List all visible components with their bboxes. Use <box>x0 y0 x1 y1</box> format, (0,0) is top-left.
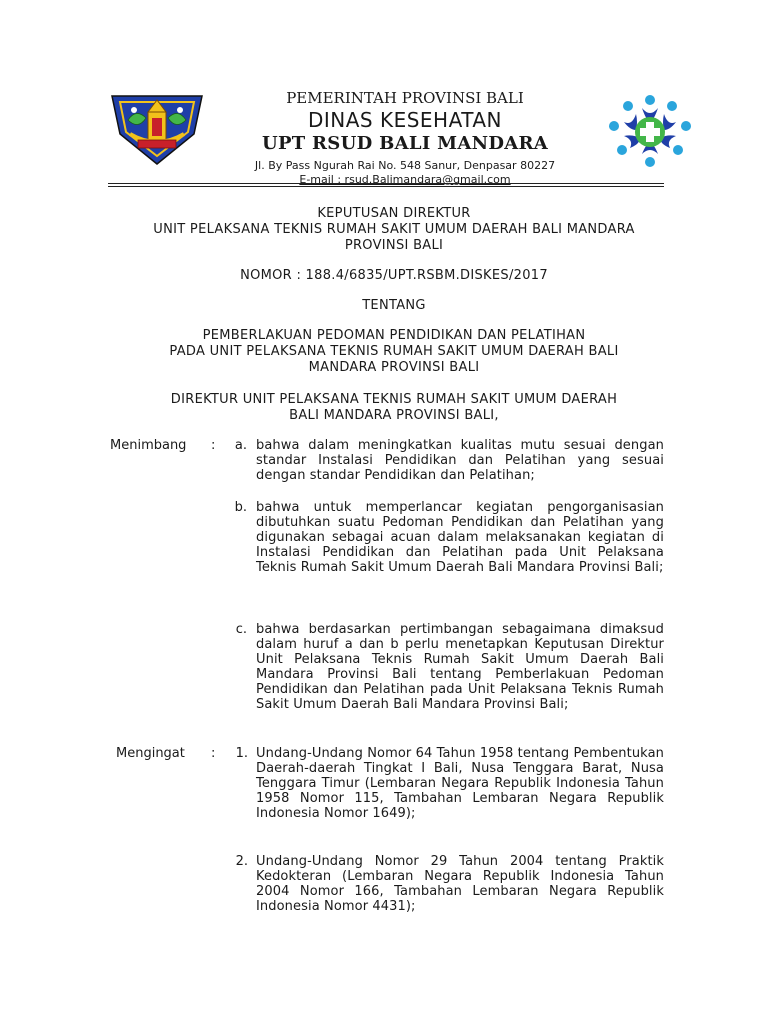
director-line-2: BALI MANDARA PROVINSI BALI, <box>289 408 499 423</box>
decree-subject-line-1: PEMBERLAKUAN PEDOMAN PENDIDIKAN DAN PELATIHAN <box>202 328 586 343</box>
institution-email: E-mail : rsud.Balimandara@gmail.com <box>299 173 511 186</box>
government-name: PEMERINTAH PROVINSI BALI <box>286 89 524 107</box>
menimbang-marker-a: a. <box>234 438 247 453</box>
mengingat-marker-1: 1. <box>235 746 248 761</box>
letterhead <box>210 88 600 187</box>
provinsi-bali-emblem-icon <box>108 90 206 168</box>
mengingat-label: Mengingat <box>116 746 185 761</box>
decree-subject-line-3: MANDARA PROVINSI BALI <box>308 360 480 375</box>
director-heading <box>100 392 688 424</box>
menimbang-marker-c: c. <box>235 622 247 637</box>
health-cross-people-logo-icon <box>602 92 698 170</box>
department-name: DINAS KESEHATAN <box>307 108 503 132</box>
decree-unit-line-2: PROVINSI BALI <box>344 238 444 253</box>
menimbang-item-b: bahwa untuk memperlancar kegiatan pengorganisasian dibutuhkan suatu Pedoman Pendidikan dan Pelatihan yang digunakan sebagai acuan dalam melaksanakan kegiatan di Instalasi Pendidikan dan Pelatihan pada Unit Pelaksana Teknis Rumah Sakit Umum Daerah Bali Mandara Provinsi Bali; <box>256 500 664 575</box>
institution-name: UPT RSUD BALI MANDARA <box>261 133 549 154</box>
mengingat-item-2: Undang-Undang Nomor 29 Tahun 2004 tentang Praktik Kedokteran (Lembaran Negara Republik Indonesia Tahun 2004 Nomor 166, Tambahan Lembaran Negara Republik Indonesia Nomor 4431); <box>256 854 664 914</box>
decree-about-label: TENTANG <box>362 298 426 313</box>
menimbang-item-c: bahwa berdasarkan pertimbangan sebagaimana dimaksud dalam huruf a dan b perlu menetapkan Keputusan Direktur Unit Pelaksana Teknis Rumah Sakit Umum Daerah Bali Mandara Provinsi Bali tentang Pemberlakuan Pedoman Pendidikan dan Pelatihan pada Unit Pelaksana Teknis Rumah Sakit Umum Daerah Bali Mandara Provinsi Bali; <box>256 622 664 712</box>
menimbang-marker-b: b. <box>234 500 247 515</box>
decree-unit-line-1: UNIT PELAKSANA TEKNIS RUMAH SAKIT UMUM DAERAH BALI MANDARA <box>153 222 635 237</box>
menimbang-label: Menimbang <box>110 438 187 453</box>
mengingat-item-1: Undang-Undang Nomor 64 Tahun 1958 tentang Pembentukan Daerah-daerah Tingkat I Bali, Nusa Tenggara Barat, Nusa Tenggara Timur (Lembaran Negara Republik Indonesia Tahun 1958 Nomor 115, Tambahan Lembaran Negara Republik Indonesia Nomor 1649); <box>256 746 664 821</box>
decree-number: NOMOR : 188.4/6835/UPT.RSBM.DISKES/2017 <box>240 268 548 283</box>
letterhead-rule <box>108 183 664 184</box>
decree-subject-line-2: PADA UNIT PELAKSANA TEKNIS RUMAH SAKIT UMUM DAERAH BALI <box>169 344 619 359</box>
letterhead-rule-thin <box>108 186 664 187</box>
director-line-1: DIREKTUR UNIT PELAKSANA TEKNIS RUMAH SAKIT UMUM DAERAH <box>170 392 618 407</box>
mengingat-colon: : <box>211 746 216 761</box>
mengingat-marker-2: 2. <box>235 854 248 869</box>
institution-address: Jl. By Pass Ngurah Rai No. 548 Sanur, Denpasar 80227 <box>254 159 556 172</box>
menimbang-item-a: bahwa dalam meningkatkan kualitas mutu sesuai dengan standar Instalasi Pendidikan dan Pelatihan yang sesuai dengan standar Pendidikan dan Pelatihan; <box>256 438 664 483</box>
decree-subject <box>100 328 688 376</box>
decree-title: KEPUTUSAN DIREKTUR <box>317 206 471 221</box>
decree-heading <box>100 206 688 254</box>
menimbang-colon: : <box>211 438 216 453</box>
